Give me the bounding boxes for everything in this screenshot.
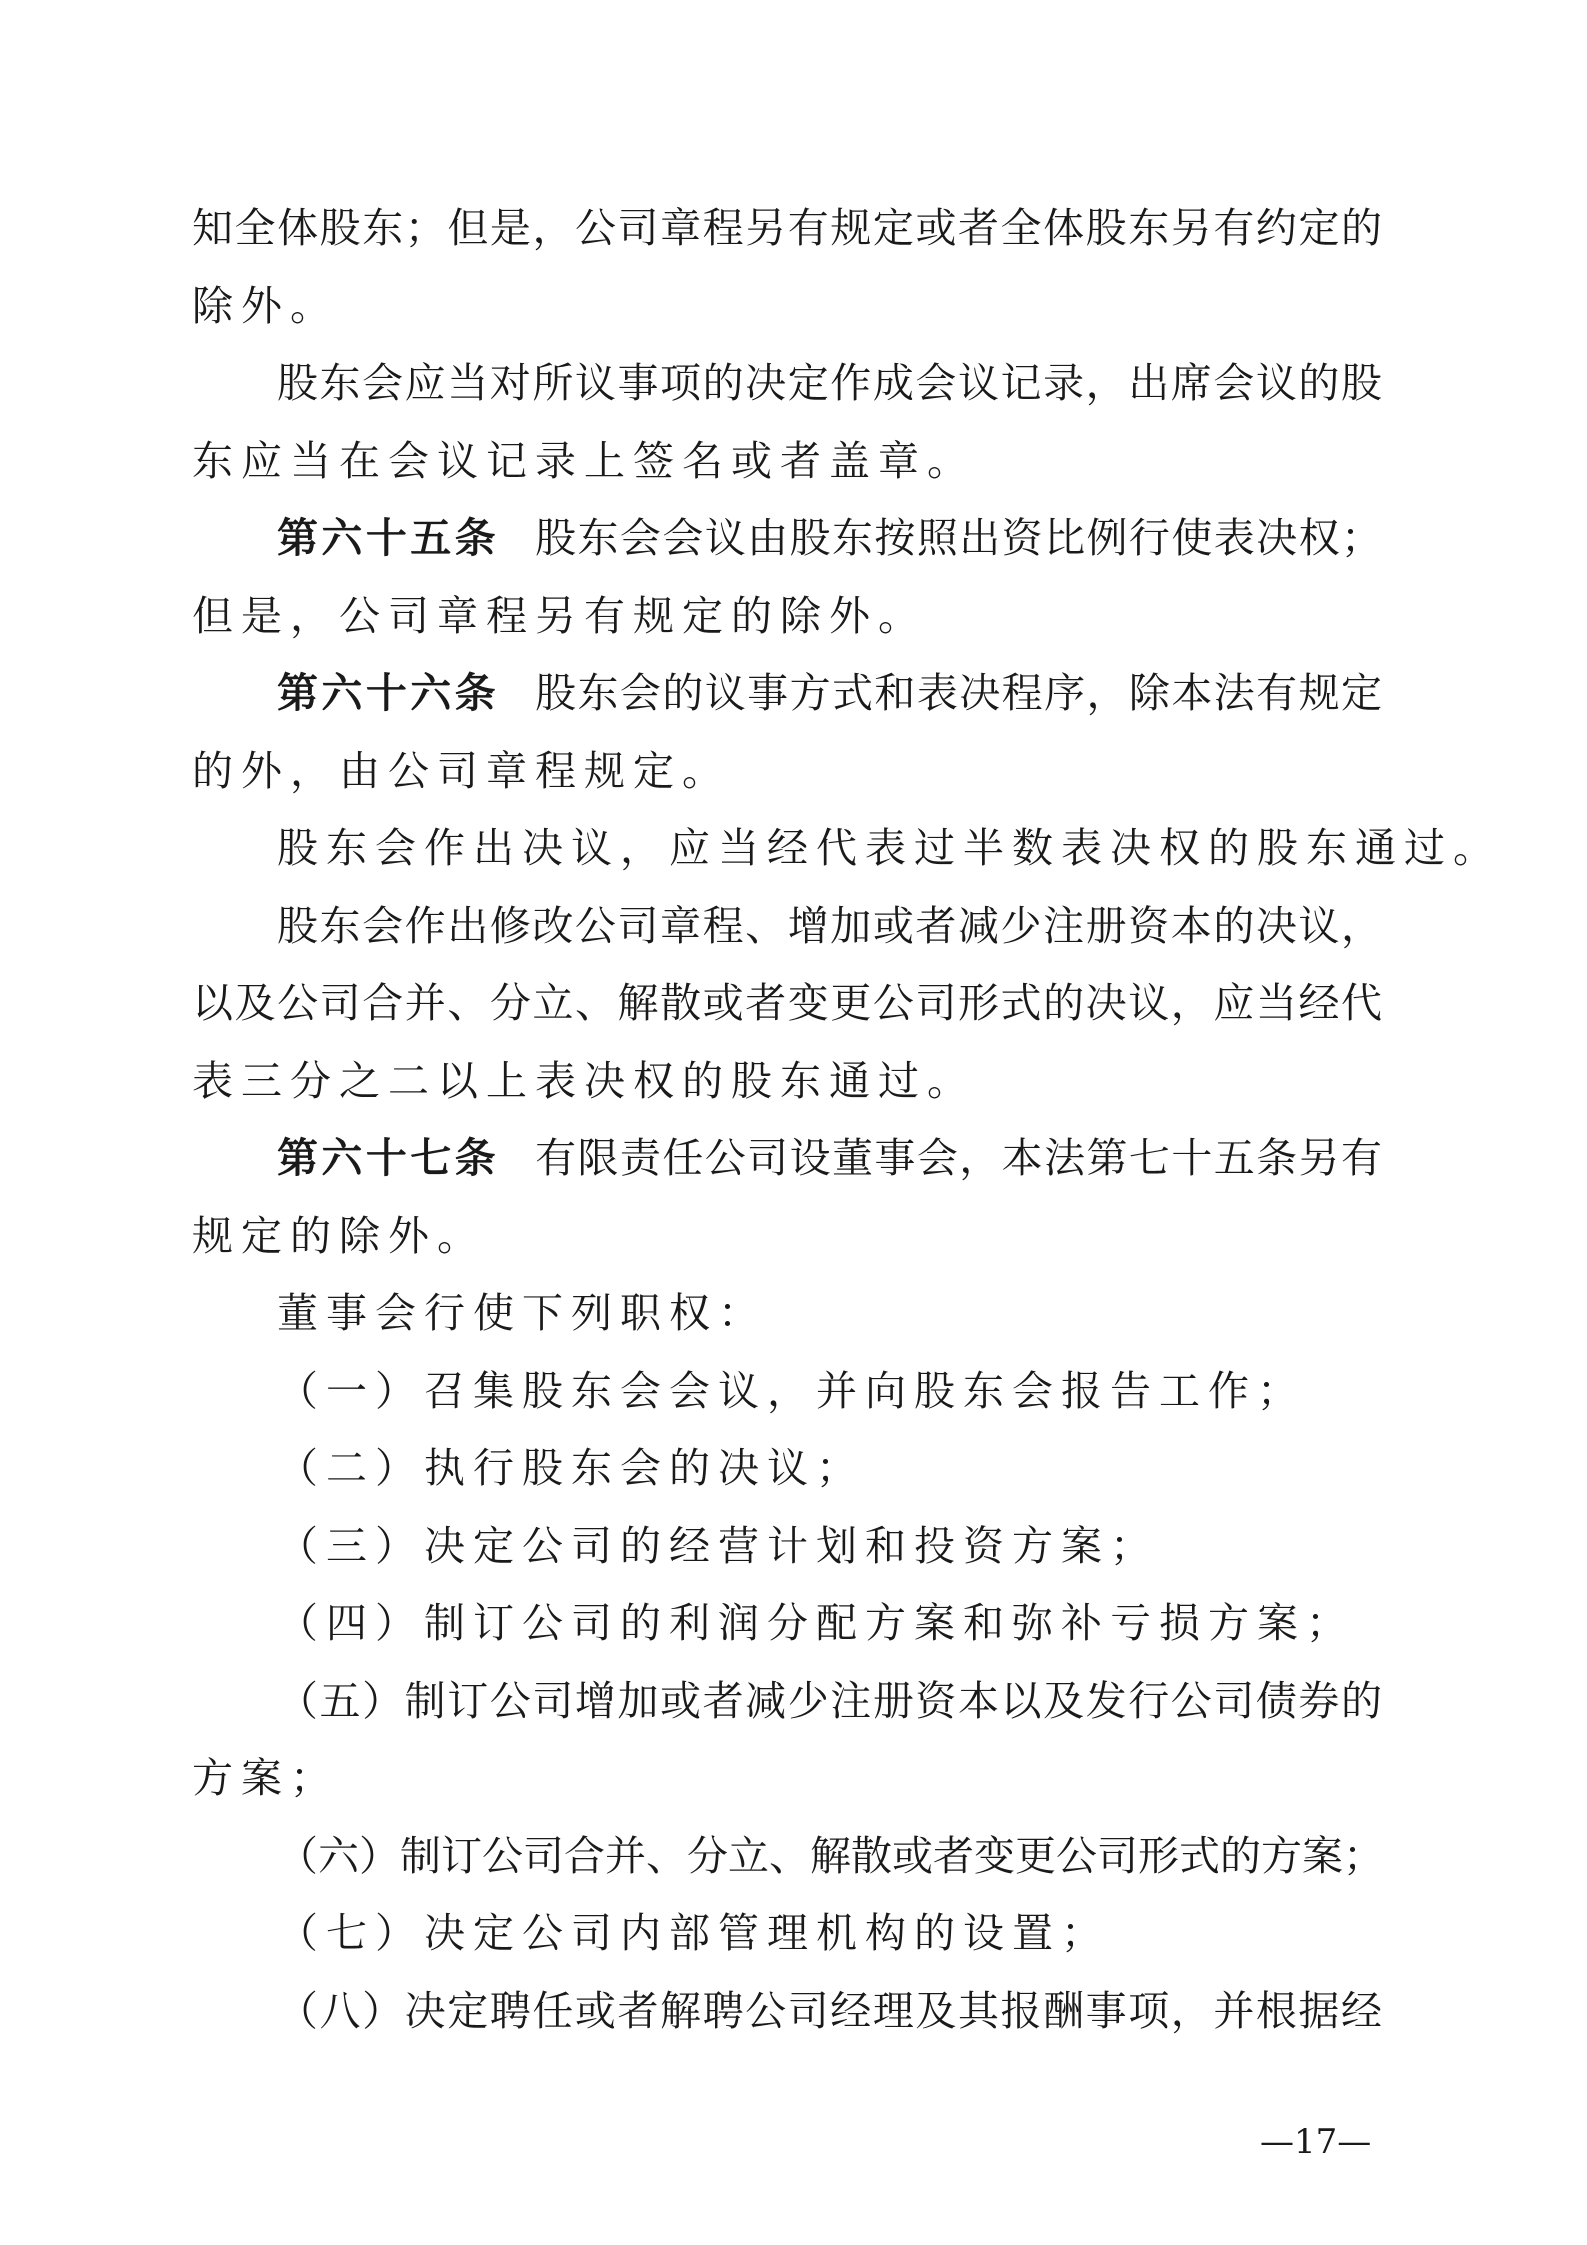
paragraph-line: 董事会行使下列职权： [277,1289,767,1337]
article-65-text: 股东会会议由股东按照出资比例行使表决权； [535,514,1383,562]
article-66-heading: 第六十六条 [277,669,500,717]
list-item: （五）制订公司增加或者减少注册资本以及发行公司债券的 [277,1676,1382,1725]
list-item: （一）召集股东会会议，并向股东会报告工作； [277,1366,1306,1415]
list-item: （六）制订公司合并、分立、解散或者变更公司形式的方案； [277,1831,1384,1880]
article-66-line [192,655,1382,733]
paragraph-line: 但是，公司章程另有规定的除外。 [192,591,927,640]
article-65-heading: 第六十五条 [277,514,500,562]
paragraph-line: 的外，由公司章程规定。 [192,746,731,795]
paragraph-line: 表三分之二以上表决权的股东通过。 [192,1056,976,1105]
paragraph-line: 股东会作出决议，应当经代表过半数表决权的股东通过。 [277,824,1502,872]
paragraph-line: 以及公司合并、分立、解散或者变更公司形式的决议，应当经代 [192,979,1382,1027]
list-item: （三）决定公司的经营计划和投资方案； [277,1521,1159,1570]
list-item: （四）制订公司的利润分配方案和弥补亏损方案； [277,1599,1355,1647]
paragraph-line: 股东会作出修改公司章程、增加或者减少注册资本的决议， [277,901,1382,950]
page-number: —17— [1260,2122,1372,2162]
article-67-heading: 第六十七条 [277,1134,500,1182]
article-66-text: 股东会的议事方式和表决程序，除本法有规定 [535,669,1383,717]
list-item: （二）执行股东会的决议； [277,1444,865,1492]
paragraph-line: 股东会应当对所议事项的决定作成会议记录，出席会议的股 [277,359,1382,407]
article-67-text: 有限责任公司设董事会，本法第七十五条另有 [535,1134,1383,1182]
list-item: （七）决定公司内部管理机构的设置； [277,1909,1110,1957]
paragraph-line: 东应当在会议记录上签名或者盖章。 [192,436,976,485]
article-67-line [192,1120,1382,1198]
paragraph-line: 规定的除外。 [192,1211,486,1260]
paragraph-line: 知全体股东；但是，公司章程另有规定或者全体股东另有约定的 [192,204,1382,252]
list-item: （八）决定聘任或者解聘公司经理及其报酬事项，并根据经 [277,1986,1382,2035]
article-65-line [192,500,1382,578]
paragraph-line: 除外。 [192,281,339,330]
document-page [192,190,1502,2050]
list-item-continuation: 方案； [192,1754,339,1802]
